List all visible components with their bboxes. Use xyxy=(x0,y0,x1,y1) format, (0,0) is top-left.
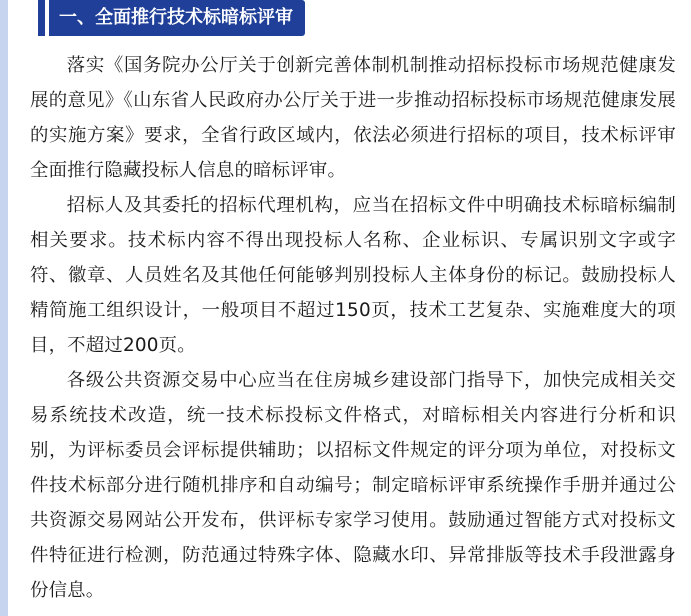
paragraph-1: 落实《国务院办公厅关于创新完善体制机制推动招标投标市场规范健康发展的意见》《山东省人民政府办公厅关于进一步推动招标投标市场规范健康发展的实施方案》要求，全省行政区域内，依法必须进行招标的项目，技术标评审全面推行隐藏投标人信息的暗标评审。 xyxy=(30,55,676,181)
header-accent-bar xyxy=(38,0,45,36)
paragraph-2: 招标人及其委托的招标代理机构，应当在招标文件中明确技术标暗标编制相关要求。技术标内容不得出现投标人名称、企业标识、专属识别文字或字符、徽章、人员姓名及其他任何能够判别投标人主体身份的标记。鼓励投标人精简施工组织设计，一般项目不超过150页，技术工艺复杂、实施难度大的项目，不超过200页。 xyxy=(30,195,676,356)
paragraph-3: 各级公共资源交易中心应当在住房城乡建设部门指导下，加快完成相关交易系统技术改造，统一技术标投标文件格式，对暗标相关内容进行分析和识别，为评标委员会评标提供辅助；以招标文件规定的评分项为单位，对投标文件技术标部分进行随机排序和自动编号；制定暗标评审系统操作手册并通过公共资源交易网站公开发布，供评标专家学习使用。鼓励通过智能方式对投标文件特征进行检测，防范通过特殊字体、隐藏水印、异常排版等技术手段泄露身份信息。 xyxy=(30,370,676,601)
section-header xyxy=(38,0,305,36)
article-body xyxy=(30,48,676,608)
section-title: 一、全面推行技术标暗标评审 xyxy=(49,0,305,36)
